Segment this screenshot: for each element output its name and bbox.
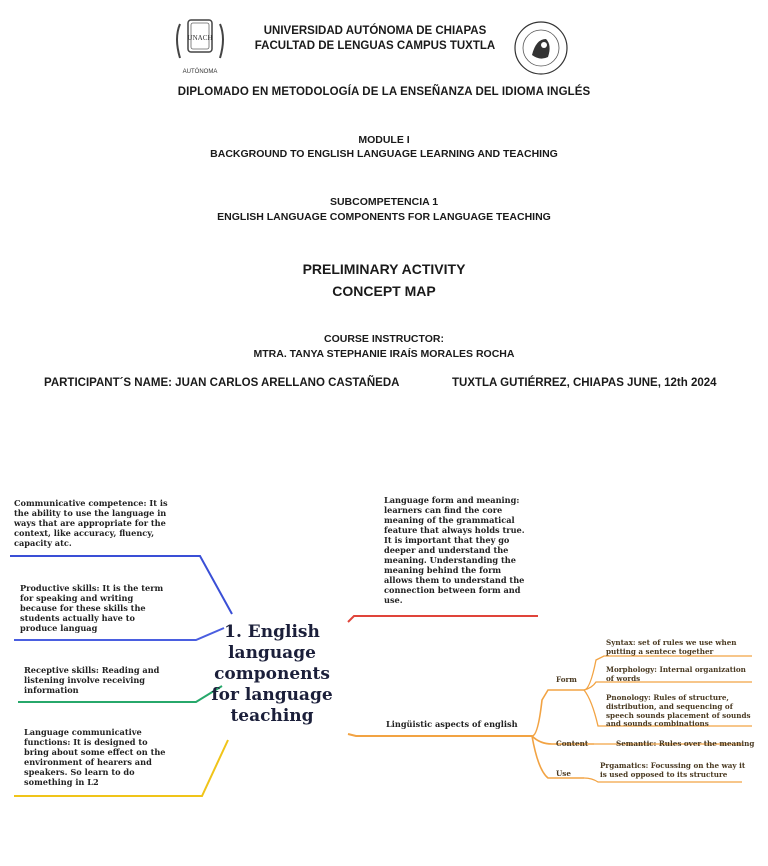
item-pragmatics: Prgamatics: Focussing on the way it is used opposed to its structure <box>600 761 746 779</box>
participant-name: PARTICIPANT´S NAME: JUAN CARLOS ARELLANO CASTAÑEDA <box>44 377 400 389</box>
module-title: BACKGROUND TO ENGLISH LANGUAGE LEARNING AND TEACHING <box>210 148 558 160</box>
university-name: UNIVERSIDAD AUTÓNOMA DE CHIAPAS <box>263 25 487 37</box>
subcompetence-title: ENGLISH LANGUAGE COMPONENTS FOR LANGUAGE TEACHING <box>217 211 551 223</box>
concept-map-title: CONCEPT MAP <box>332 283 436 299</box>
activity-title: PRELIMINARY ACTIVITY <box>302 261 466 277</box>
subcompetence-label: SUBCOMPETENCIA 1 <box>329 196 439 208</box>
place-date: TUXTLA GUTIÉRREZ, CHIAPAS JUNE, 12th 2024 <box>452 377 717 389</box>
item-syntax: Syntax: set of rules we use when putting a sentece together <box>606 638 737 656</box>
group-content: Content <box>556 739 589 748</box>
note-linguistic-aspects: Lingüistic aspects of english <box>386 719 518 729</box>
group-use: Use <box>556 769 571 778</box>
group-form: Form <box>556 675 577 684</box>
note-receptive-skills: Receptive skills: Reading and listening involve receiving information <box>24 665 160 695</box>
item-morphology: Morphology: Internal organization of words <box>606 665 746 683</box>
connector-form <box>532 690 584 736</box>
unach-logo-bottom: AUTÓNOMA <box>182 69 218 75</box>
instructor-name: MTRA. TANYA STEPHANIE IRAÍS MORALES ROCHA <box>253 348 515 360</box>
instructor-label: COURSE INSTRUCTOR: <box>324 333 444 345</box>
connector-form-meaning <box>348 616 538 622</box>
item-phonology: Pnonology: Rules of structure, distribution, and sequencing of speech sounds placement of sounds and sounds combinations <box>606 693 751 729</box>
item-semantic: Semantic: Rules over the meaning <box>616 739 755 748</box>
note-productive-skills: Productive skills: It is the term for speaking and writing because for these skills the students actually have to produce languag <box>20 583 164 633</box>
concept-map-center: 1. English language components for language teaching <box>211 622 333 726</box>
unach-logo-text: UNACH <box>187 34 213 42</box>
diploma-title: DIPLOMADO EN METODOLOGÍA DE LA ENSEÑANZA DEL IDIOMA INGLÉS <box>177 86 591 98</box>
module-label: MODULE I <box>358 134 410 146</box>
note-communicative-competence: Communicative competence: It is the ability to use the language in ways that are appropriate for the context, like accuracy, fluency, capacity atc. <box>14 498 168 548</box>
note-form-meaning: Language form and meaning: learners can find the core meaning of the grammatical feature that always holds true. It is important that they go deeper and understand the meaning. Understanding the meaning behind the form allows them to understand the connection between form and use. <box>384 495 525 605</box>
faculty-name: FACULTAD DE LENGUAS CAMPUS TUXTLA <box>254 40 496 52</box>
connector-linguistic <box>348 734 532 736</box>
note-communicative-functions: Language communicative functions: It is designed to bring about some effect on the environment of hearers and speakers. So learn to do something in L2 <box>24 727 166 787</box>
